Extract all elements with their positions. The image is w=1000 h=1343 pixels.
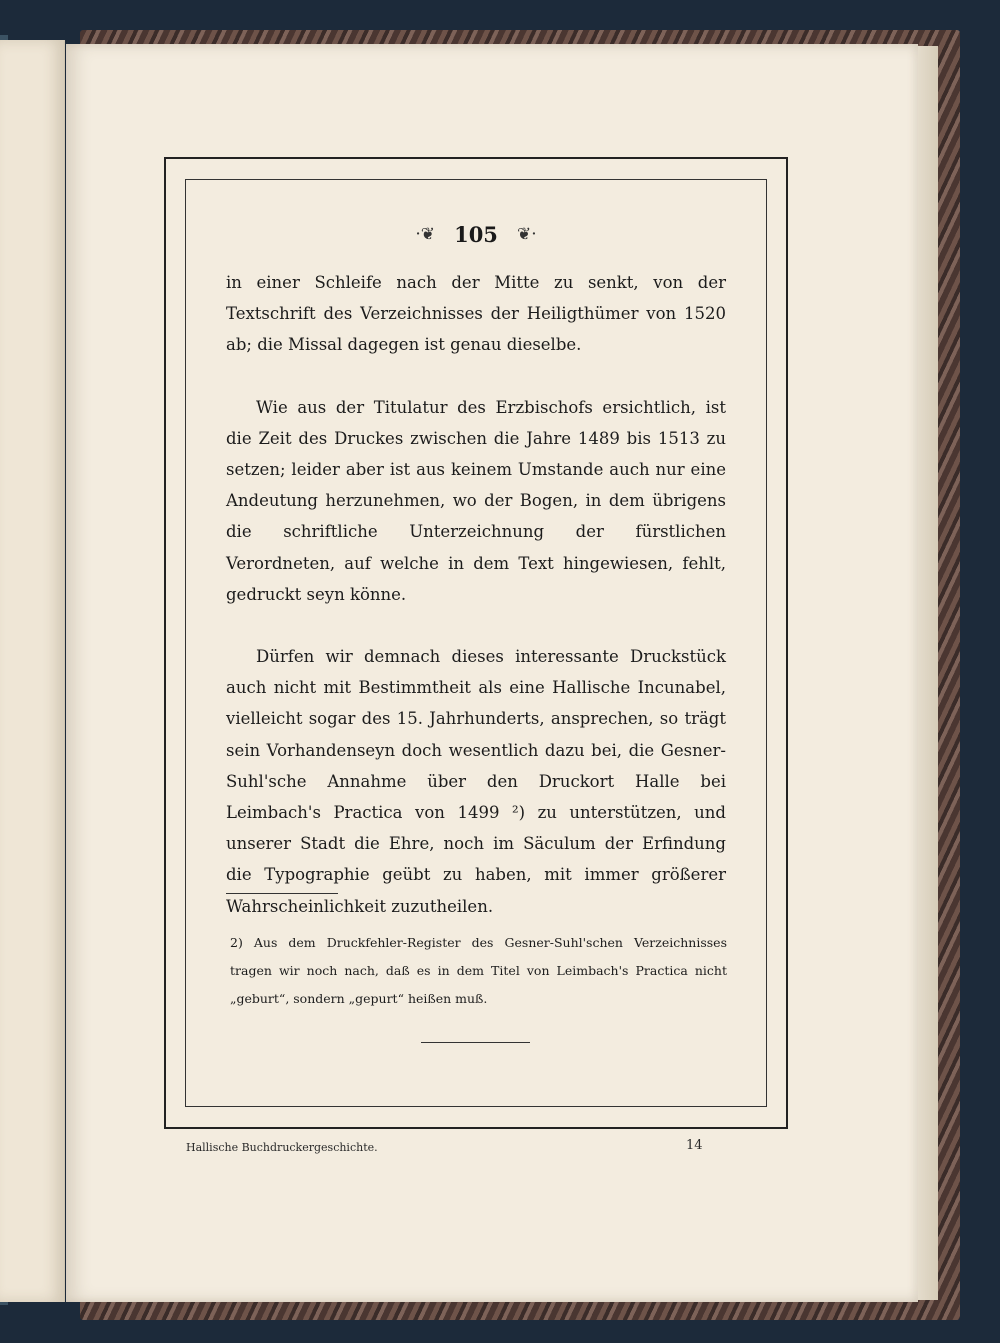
sheet-number: 14	[686, 1138, 703, 1153]
footnote: 2) Aus dem Druckfehler-Register des Gesner-Suhl'schen Verzeichnisses tragen wir noch nach, daß es in dem Titel von Leimbach's Practica nicht „geburt“, sondern „gepurt“ heißen muß.	[230, 935, 727, 1006]
paragraph-2: Wie aus der Titulatur des Erzbischofs ersichtlich, ist die Zeit des Druckes zwischen die Jahre 1489 bis 1513 zu setzen; leider aber ist aus keinem Umstande auch nur eine Andeutung herzunehmen, wo der Bogen, in dem übrigens die schriftliche Unterzeichnung der fürstlichen Verordneten, auf welche in dem Text hingewiesen, fehlt, gedruckt seyn könne.	[226, 397, 726, 604]
paragraph-3: Dürfen wir demnach dieses interessante Druckstück auch nicht mit Bestimmtheit als eine Hallische Incunabel, vielleicht sogar des 15. Jahrhunderts, ansprechen, so trägt sein Vorhandenseyn doch wesentlich dazu bei, die Gesner-Suhl'sche Annahme über den Druckort Halle bei Leimbach's Practica von 1499 ²) zu unterstützen, und unserer Stadt die Ehre, noch im Säculum der Erfindung die Typographie geübt zu haben, mit immer größerer Wahrscheinlichkeit zuzutheilen.	[226, 647, 726, 916]
page-stack-edge	[918, 46, 938, 1300]
paragraph-1: in einer Schleife nach der Mitte zu senkt, von der Textschrift des Verzeichnisses der Heiligthümer von 1520 ab; die Missal dagegen ist genau dieselbe.	[226, 273, 726, 355]
left-facing-page	[0, 40, 65, 1302]
closing-rule	[421, 1042, 530, 1043]
signature-line: Hallische Buchdruckergeschichte.	[186, 1141, 378, 1154]
page-header	[185, 222, 767, 252]
ornament-right-icon: ❦·	[517, 224, 537, 245]
body-text	[226, 267, 726, 953]
footnote-separator	[226, 893, 338, 894]
ornament-left-icon: ·❦	[415, 224, 435, 245]
page-number: 105	[454, 222, 498, 247]
